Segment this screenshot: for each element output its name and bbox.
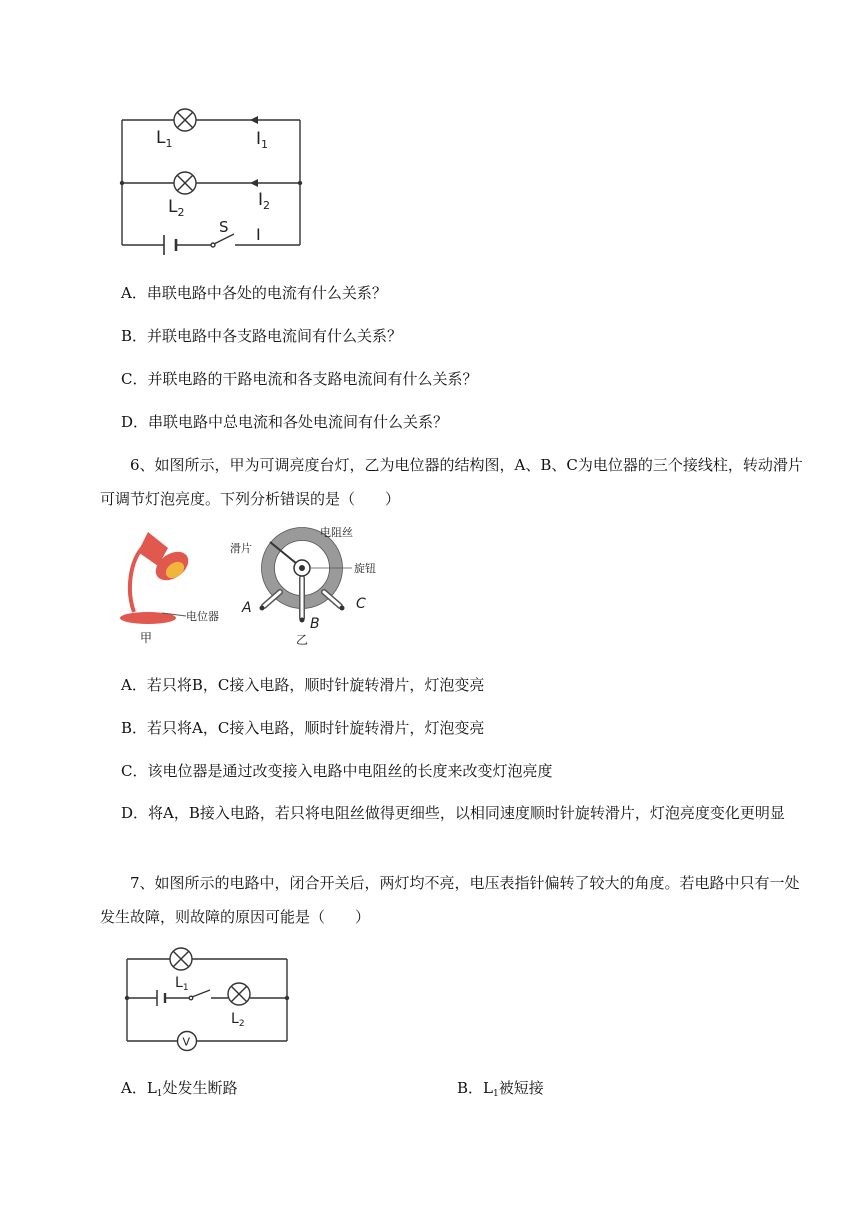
lamp-l2-icon xyxy=(174,172,196,194)
q6-stem: 6、如图所示，甲为可调亮度台灯，乙为电位器的结构图，A、B、C为电位器的三个接线柱，转动滑片可调节灯泡亮度。下列分析错误的是（ ） xyxy=(100,456,803,508)
label-i2: I xyxy=(258,190,264,210)
battery-icon xyxy=(164,235,176,255)
q5-option-b: B．并联电路中各支路电流间有什么关系？ xyxy=(121,327,403,345)
svg-text:L1: $L_1$ xyxy=(175,975,189,993)
label-l2: L xyxy=(231,1011,239,1027)
label-l2: L xyxy=(168,197,178,217)
lamp-l1-icon xyxy=(174,109,196,131)
label-resistance-wire: 电阻丝 xyxy=(320,526,353,539)
lamp-l2-icon xyxy=(228,983,250,1005)
q6-option-d: D．将A，B接入电路，若只将电阻丝做得更细些，以相同速度顺时针旋转滑片，灯泡亮度变化更明显 xyxy=(121,804,785,822)
svg-text:I1: $I_1$ xyxy=(256,129,269,151)
label-b: B xyxy=(310,616,320,632)
label-potentiometer: 电位器 xyxy=(186,610,219,623)
svg-text:L1: $L_1$ xyxy=(156,128,173,150)
q6-option-a: A．若只将B，C接入电路，顺时针旋转滑片，灯泡变亮 xyxy=(121,676,485,694)
label-s: S xyxy=(219,218,229,236)
label-a: A xyxy=(242,600,252,616)
label-v: V xyxy=(182,1035,191,1049)
q7-option-a: A．$L_1$处发生断路 xyxy=(121,1079,238,1099)
q5-option-a: A．串联电路中各处的电流有什么关系？ xyxy=(121,284,387,302)
label-i1: I xyxy=(256,129,262,149)
q6-figure xyxy=(120,520,385,650)
svg-text:I2: $I_2$ xyxy=(258,190,271,212)
q7-stem: 7、如图所示的电路中，闭合开关后，两灯均不亮，电压表指针偏转了较大的角度。若电路中只有一处发生故障，则故障的原因可能是（ ） xyxy=(100,874,800,926)
q7-circuit-figure xyxy=(115,945,300,1057)
switch-icon xyxy=(189,990,210,1000)
q5-option-c: C．并联电路的干路电流和各支路电流间有什么关系？ xyxy=(121,370,478,388)
desk-lamp-icon xyxy=(120,532,194,624)
q6-option-c: C．该电位器是通过改变接入电路中电阻丝的长度来改变灯泡亮度 xyxy=(121,762,553,780)
q7-option-b: B．$L_1$被短接 xyxy=(457,1079,544,1099)
voltmeter-icon xyxy=(178,1032,197,1051)
potentiometer-icon xyxy=(260,528,353,623)
q5-option-d: D．串联电路中总电流和各处电流间有什么关系？ xyxy=(121,413,449,431)
lamp-l1-icon xyxy=(170,948,192,970)
label-l1: L xyxy=(156,128,166,148)
q5-circuit-figure xyxy=(100,95,320,265)
svg-text:L2: $L_2$ xyxy=(168,197,185,219)
label-slider: 滑片 xyxy=(230,542,252,555)
label-yi: 乙 xyxy=(296,633,309,647)
label-i: I xyxy=(256,225,261,244)
label-knob: 旋钮 xyxy=(354,562,376,575)
label-l1: L xyxy=(175,975,183,991)
q6-option-b: B．若只将A，C接入电路，顺时针旋转滑片，灯泡变亮 xyxy=(121,719,485,737)
label-jia: 甲 xyxy=(140,631,153,645)
label-c: C xyxy=(356,596,366,612)
svg-text:L2: $L_2$ xyxy=(231,1011,245,1029)
battery-icon xyxy=(157,990,165,1006)
current-arrow-icon xyxy=(250,116,258,187)
